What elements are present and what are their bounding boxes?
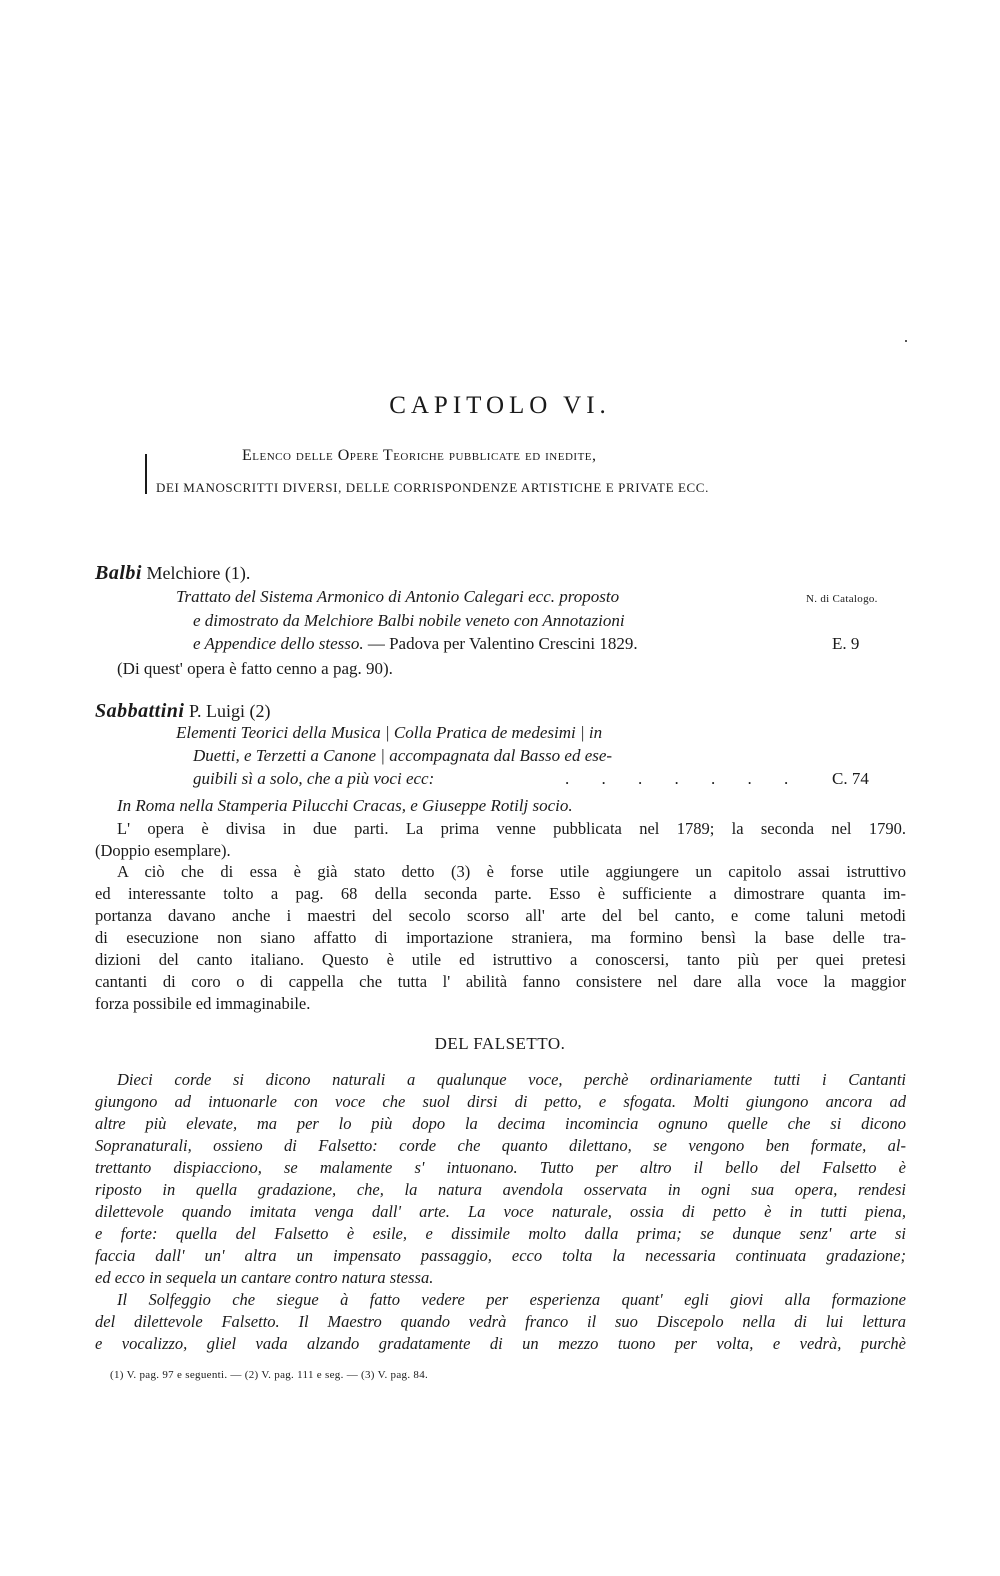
body-p2-line7: forza possibile ed immaginabile. <box>95 994 311 1013</box>
chapter-subtitle-line1: Elenco delle Opere Teoriche pubblicate ed inedite, <box>242 447 597 464</box>
body-p1-line2: (Doppio esemplare). <box>95 841 231 860</box>
entry-balbi-title-line3 <box>193 634 638 654</box>
section-p1-line4: Sopranaturali, ossieno di Falsetto: corde che quanto dilettano, se vengono ben formate, al- <box>95 1136 906 1155</box>
entry-balbi-surname: Balbi <box>95 562 142 584</box>
section-p1-line6: riposto in quella gradazione, che, la natura avendola osservata in ogni sua opera, rendesi <box>95 1180 906 1199</box>
entry-balbi-title-line1: Trattato del Sistema Armonico di Antonio Calegari ecc. proposto <box>176 587 620 606</box>
body-p2-line1: A ciò che di essa è già stato detto (3) è forse utile aggiungere un capitolo assai istruttivo <box>117 862 906 881</box>
section-title: DEL FALSETTO. <box>434 1034 566 1053</box>
section-p1-line3: altre più elevate, ma per lo più dopo la decima incomincia ognuno quelle che si dicono <box>95 1114 906 1133</box>
entry-sabbattini-title-line3: guibili sì a solo, che a più voci ecc: <box>193 769 435 788</box>
section-p2-line3: e vocalizzo, gliel vada alzando gradatamente di un mezzo tuono per volta, e vedrà, purchè <box>95 1334 906 1353</box>
footnotes: (1) V. pag. 97 e seguenti. — (2) V. pag. 111 e seg. — (3) V. pag. 84. <box>110 1369 429 1381</box>
entry-balbi-title-end: e Appendice dello stesso. <box>193 634 364 653</box>
entry-balbi-name: Melchiore <box>146 563 221 583</box>
section-p1-line8: e forte: quella del Falsetto è esile, e dissimile molto dalla prima; se dunque senz' arte si <box>95 1224 906 1243</box>
entry-sabbattini-title-line1: Elementi Teorici della Musica | Colla Pratica de medesimi | in <box>176 723 603 742</box>
section-p1-line1: Dieci corde si dicono naturali a qualunque voce, perchè ordinariamente tutti i Cantanti <box>117 1070 906 1089</box>
entry-sabbattini-code: C. 74 <box>832 769 869 788</box>
section-p1-line7: dilettevole quando imitata venga dall' arte. La voce naturale, ossia di petto è in tutti piena, <box>95 1202 906 1221</box>
entry-sabbattini-imprint: In Roma nella Stamperia Pilucchi Cracas, e Giuseppe Rotilj socio. <box>117 796 573 815</box>
chapter-subtitle-line2: DEI MANOSCRITTI DIVERSI, DELLE CORRISPONDENZE ARTISTICHE E PRIVATE ECC. <box>156 480 709 495</box>
entry-balbi-imprint: — Padova per Valentino Crescini 1829. <box>367 634 638 653</box>
body-p2-line5: dizioni del canto italiano. Questo è utile ed istruttivo a conoscersi, tanto più per quei pretesi <box>95 950 906 969</box>
catalog-number-label: N. di Catalogo. <box>806 593 878 605</box>
entry-balbi-remark: (Di quest' opera è fatto cenno a pag. 90). <box>117 659 393 678</box>
section-p1-line9: faccia dall' un' altra un impensato passaggio, ecco tolta la necessaria continuata gradazione; <box>95 1246 906 1265</box>
entry-balbi-title-line2: e dimostrato da Melchiore Balbi nobile veneto con Annotazioni <box>193 611 625 630</box>
body-p2-line2: ed interessante tolto a pag. 68 della seconda parte. Esso è sufficiente a dimostrare quanta im- <box>95 884 906 903</box>
entry-balbi-code: E. 9 <box>832 634 860 653</box>
body-p2-line6: cantanti di coro o di cappella che tutta l' abilità fanno consistere nel dare alla voce la maggior <box>95 972 906 991</box>
section-p1-line2: giungono ad intuonarle con voce che suol dirsi di petto, e sfogata. Molti giungono ancora ad <box>95 1092 906 1111</box>
scan-speck <box>905 340 907 342</box>
section-p2-line1: Il Solfeggio che siegue à fatto vedere per esperienza quant' egli giovi alla formazione <box>117 1290 906 1309</box>
entry-sabbattini-surname: Sabbattini <box>95 700 185 722</box>
section-p1-line10: ed ecco in sequela un cantare contro natura stessa. <box>95 1268 434 1287</box>
subtitle-bracket <box>145 454 147 494</box>
entry-sabbattini-title-line2: Duetti, e Terzetti a Canone | accompagnata dal Basso ed ese- <box>193 746 613 765</box>
section-p2-line2: del dilettevole Falsetto. Il Maestro quando vedrà franco il suo Discepolo nella di lui lettura <box>95 1312 906 1331</box>
entry-balbi-heading <box>95 562 250 585</box>
entry-sabbattini-note: (2) <box>249 701 271 721</box>
entry-sabbattini-heading <box>95 700 271 723</box>
body-p2-line3: portanza davano anche i maestri del secolo scorso all' arte del bel canto, e come taluni metodi <box>95 906 906 925</box>
entry-sabbattini-dots: . . . . . . . <box>565 769 803 788</box>
entry-sabbattini-name: P. Luigi <box>188 701 245 721</box>
section-p1-line5: trettanto dispiacciono, se malamente s' intuonano. Tutto per altro il bello del Falsetto è <box>95 1158 906 1177</box>
chapter-title: CAPITOLO VI. <box>389 392 611 419</box>
entry-balbi-note: (1). <box>224 563 251 583</box>
body-p1-line1: L' opera è divisa in due parti. La prima venne pubblicata nel 1789; la seconda nel 1790. <box>117 819 906 838</box>
body-p2-line4: di esecuzione non siano affatto di importazione straniera, ma formino bensì la base delle tra- <box>95 928 906 947</box>
